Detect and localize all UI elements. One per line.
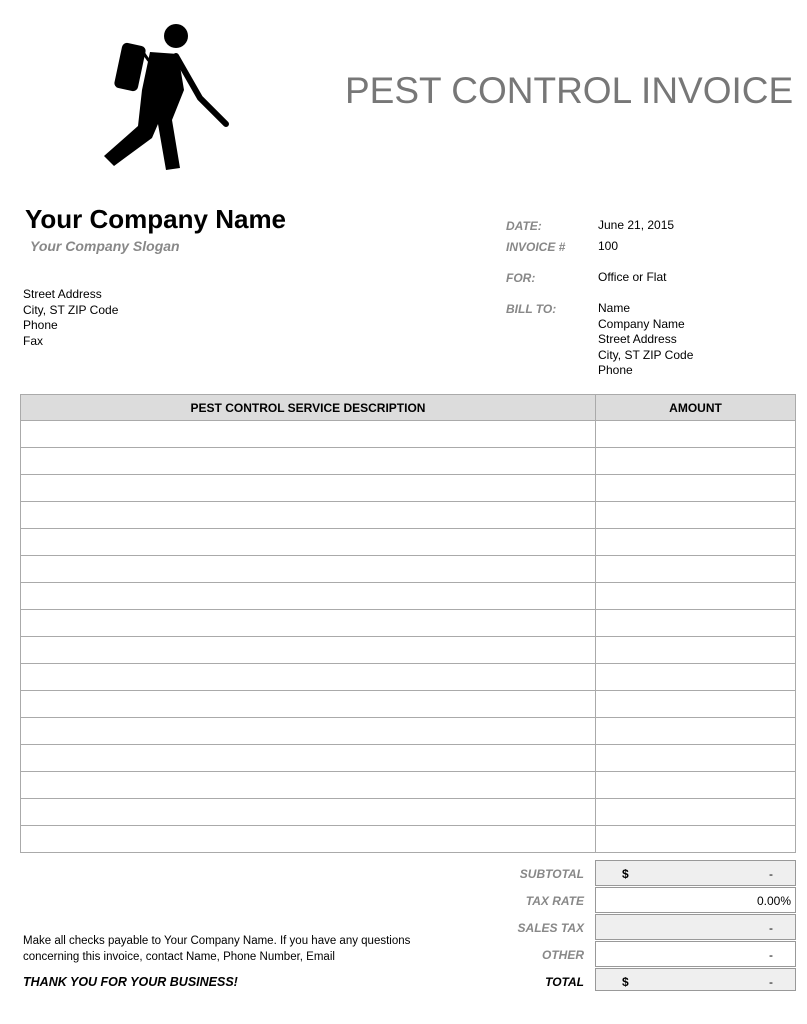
- fax: Fax: [23, 333, 44, 348]
- amount-cell[interactable]: [596, 772, 796, 799]
- description-cell[interactable]: [21, 583, 596, 610]
- amount-cell[interactable]: [596, 502, 796, 529]
- amount-cell[interactable]: [596, 745, 796, 772]
- amount-header: AMOUNT: [596, 395, 796, 421]
- table-row: [21, 475, 796, 502]
- table-row: [21, 556, 796, 583]
- invoice-number-label: INVOICE #: [506, 240, 566, 254]
- amount-cell[interactable]: [596, 637, 796, 664]
- for-label: FOR:: [506, 271, 536, 285]
- description-cell[interactable]: [21, 448, 596, 475]
- totals-value: -: [769, 948, 773, 962]
- table-row: [21, 610, 796, 637]
- currency-symbol: $: [622, 975, 629, 989]
- date-value: June 21, 2015: [598, 218, 675, 232]
- service-table: [20, 394, 796, 853]
- description-cell[interactable]: [21, 421, 596, 448]
- description-cell[interactable]: [21, 745, 596, 772]
- table-row: [21, 664, 796, 691]
- amount-cell[interactable]: [596, 610, 796, 637]
- date-label: DATE:: [506, 219, 542, 233]
- amount-cell[interactable]: [596, 718, 796, 745]
- totals-label: SUBTOTAL: [519, 867, 584, 881]
- totals-value-box[interactable]: [595, 941, 796, 967]
- table-row: [21, 421, 796, 448]
- table-row: [21, 583, 796, 610]
- totals-label: TOTAL: [545, 975, 584, 989]
- totals-value: -: [769, 867, 773, 881]
- bill-to-street: Street Address: [598, 332, 677, 346]
- amount-cell[interactable]: [596, 826, 796, 853]
- payment-note: Make all checks payable to Your Company Name. If you have any questions concerning this invoice, contact Name, Phone Number, Email: [23, 935, 411, 963]
- description-cell[interactable]: [21, 691, 596, 718]
- table-row: [21, 448, 796, 475]
- pest-control-logo-icon: [92, 20, 232, 175]
- bill-to-label: BILL TO:: [506, 302, 557, 316]
- amount-cell[interactable]: [596, 475, 796, 502]
- description-cell[interactable]: [21, 664, 596, 691]
- description-cell[interactable]: [21, 502, 596, 529]
- description-cell[interactable]: [21, 826, 596, 853]
- totals-label: OTHER: [542, 948, 584, 962]
- amount-cell[interactable]: [596, 529, 796, 556]
- thank-you-message: THANK YOU FOR YOUR BUSINESS!: [23, 975, 238, 989]
- company-name: Your Company Name: [25, 204, 287, 234]
- table-row: [21, 691, 796, 718]
- description-header: PEST CONTROL SERVICE DESCRIPTION: [21, 395, 596, 421]
- company-address: [23, 287, 118, 349]
- description-cell[interactable]: [21, 610, 596, 637]
- invoice-title: PEST CONTROL INVOICE: [345, 70, 794, 111]
- description-cell[interactable]: [21, 556, 596, 583]
- totals-value: -: [769, 975, 773, 989]
- description-cell[interactable]: [21, 799, 596, 826]
- table-row: [21, 772, 796, 799]
- table-row: [21, 502, 796, 529]
- city: City, ST ZIP Code: [23, 302, 119, 317]
- bill-to-company: Company Name: [598, 316, 685, 331]
- totals-value-box[interactable]: [595, 968, 796, 991]
- table-row: [21, 799, 796, 826]
- table-row: [21, 529, 796, 556]
- currency-symbol: $: [622, 867, 629, 881]
- bill-to: [598, 301, 693, 379]
- street: Street Address: [23, 287, 102, 301]
- totals-value-box[interactable]: [595, 914, 796, 940]
- amount-cell[interactable]: [596, 691, 796, 718]
- totals-label: TAX RATE: [525, 894, 584, 908]
- description-cell[interactable]: [21, 772, 596, 799]
- bill-to-phone: Phone: [598, 363, 633, 377]
- table-row: [21, 637, 796, 664]
- amount-cell[interactable]: [596, 583, 796, 610]
- amount-cell[interactable]: [596, 664, 796, 691]
- totals-value-box[interactable]: [595, 887, 796, 913]
- amount-cell[interactable]: [596, 448, 796, 475]
- table-row: [21, 718, 796, 745]
- table-row: [21, 745, 796, 772]
- amount-cell[interactable]: [596, 556, 796, 583]
- totals-value-box[interactable]: [595, 860, 796, 886]
- company-slogan: Your Company Slogan: [30, 238, 180, 254]
- invoice-number-value: 100: [598, 239, 619, 253]
- bill-to-name: Name: [598, 301, 631, 315]
- amount-cell[interactable]: [596, 421, 796, 448]
- description-cell[interactable]: [21, 718, 596, 745]
- for-value: Office or Flat: [598, 270, 667, 284]
- description-cell[interactable]: [21, 529, 596, 556]
- totals-label: SALES TAX: [517, 921, 584, 935]
- bill-to-city: City, ST ZIP Code: [598, 347, 694, 362]
- description-cell[interactable]: [21, 637, 596, 664]
- table-row: [21, 826, 796, 853]
- amount-cell[interactable]: [596, 799, 796, 826]
- totals-value: -: [769, 921, 773, 935]
- description-cell[interactable]: [21, 475, 596, 502]
- phone: Phone: [23, 318, 58, 332]
- totals-value: 0.00%: [756, 894, 791, 908]
